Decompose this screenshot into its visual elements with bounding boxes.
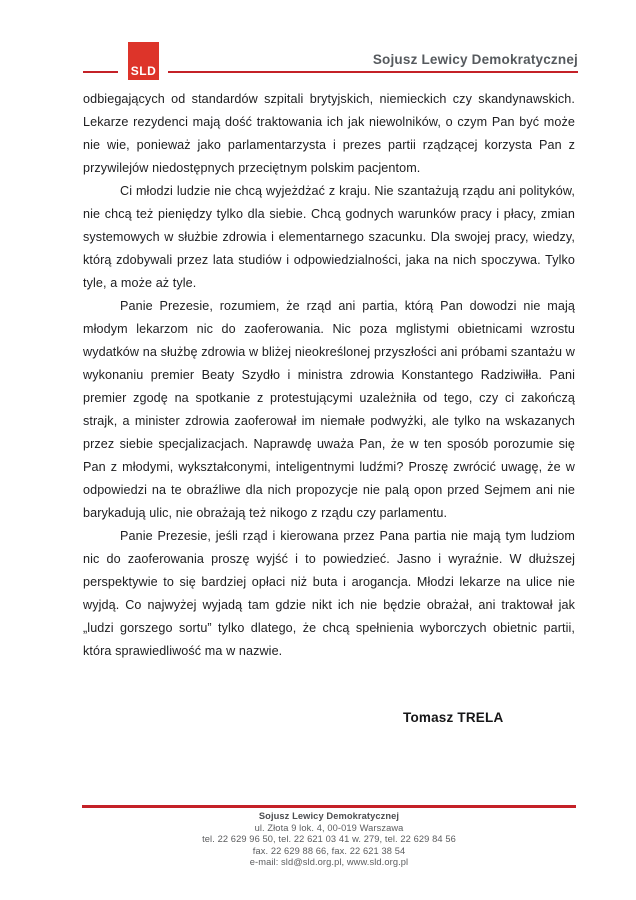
paragraph-1: odbiegających od standardów szpitali brytyjskich, niemieckich czy skandynawskich. Lekarze rezydenci mają dość traktowania ich jak niewolników, o czym Pan być może nie wie, ponieważ jako parlamentarzysta i prezes partii rządzącej korzysta Pan z przywilejów niedostępnych przeciętnym polskim pacjentom. — [83, 92, 575, 175]
footer-org-name: Sojusz Lewicy Demokratycznej — [258, 811, 400, 821]
signature-name: Tomasz TRELA — [403, 710, 504, 725]
paragraph-3: Panie Prezesie, rozumiem, że rząd ani partia, którą Pan dowodzi nie mają młodym lekarzom nic do zaoferowania. Nic poza mglistymi obietnicami wzrostu wydatków na służbę zdrowia w bliżej nieokreślonej przyszłości ani próbami szantażu w wykonaniu premier Beaty Szydło i ministra zdrowia Konstantego Radziwiłła. Pani premier zgodę na spotkanie z protestującymi uzależniła od tego, czy ci zakończą strajk, a minister zdrowia zaoferował im niemałe podwyżki, ale tylko na wskazanych przez siebie specjalizacjach. Naprawdę uważa Pan, że w ten sposób porozumie się Pan z młodymi, wykształconymi, inteligentnymi ludźmi? Proszę zwrócić uwagę, że w odpowiedzi na te obraźliwe dla nich propozycje nie palą opon przed Sejmem ani nie barykadują ulic, nie obrażają też nikogo z rządu czy parlamentu. — [83, 299, 575, 520]
paragraph-2: Ci młodzi ludzie nie chcą wyjeżdżać z kraju. Nie szantażują rządu ani polityków, nie chcą też pieniędzy tylko dla siebie. Chcą godnych warunków pracy i płacy, zmian systemowych w służbie zdrowia i elementarnego szacunku. Dla swojej pracy, wiedzy, którą zdobywali przez lata studiów i odpowiedzialności, jaka na nich spoczywa. Tylko tyle, a może aż tyle. — [83, 184, 575, 290]
footer-email-web: e-mail: sld@sld.org.pl, www.sld.org.pl — [249, 857, 409, 868]
footer-address: ul. Złota 9 lok. 4, 00-019 Warszawa — [254, 822, 404, 833]
footer-block — [82, 811, 576, 869]
paragraph-4: Panie Prezesie, jeśli rząd i kierowana przez Pana partia nie mają tym ludziom nic do zaoferowania proszę wyjść i to powiedzieć. Jasno i wyraźnie. W dłuższej perspektywie to się bardziej opłaci niż buta i arogancja. Młodzi lekarze na ulice nie wyjdą. Co najwyżej wyjadą tam gdzie nikt ich nie będzie obrażał, ani traktował jak „ludzi gorszego sortu” tylko dlatego, że chcą spełnienia wyborczych obietnic partii, która sprawiedliwość ma w nazwie. — [83, 529, 575, 658]
letter-body — [83, 88, 575, 663]
header-org-name: Sojusz Lewicy Demokratycznej — [372, 52, 578, 67]
sld-logo — [128, 42, 159, 80]
footer-phones: tel. 22 629 96 50, tel. 22 621 03 41 w. 279, tel. 22 629 84 56 — [202, 834, 456, 845]
header-rule-right — [168, 71, 578, 73]
footer-fax: fax. 22 629 88 66, fax. 22 621 38 54 — [252, 845, 406, 856]
footer-rule — [82, 805, 576, 808]
header-rule-left — [83, 71, 118, 73]
sld-logo-text: SLD — [130, 64, 157, 78]
